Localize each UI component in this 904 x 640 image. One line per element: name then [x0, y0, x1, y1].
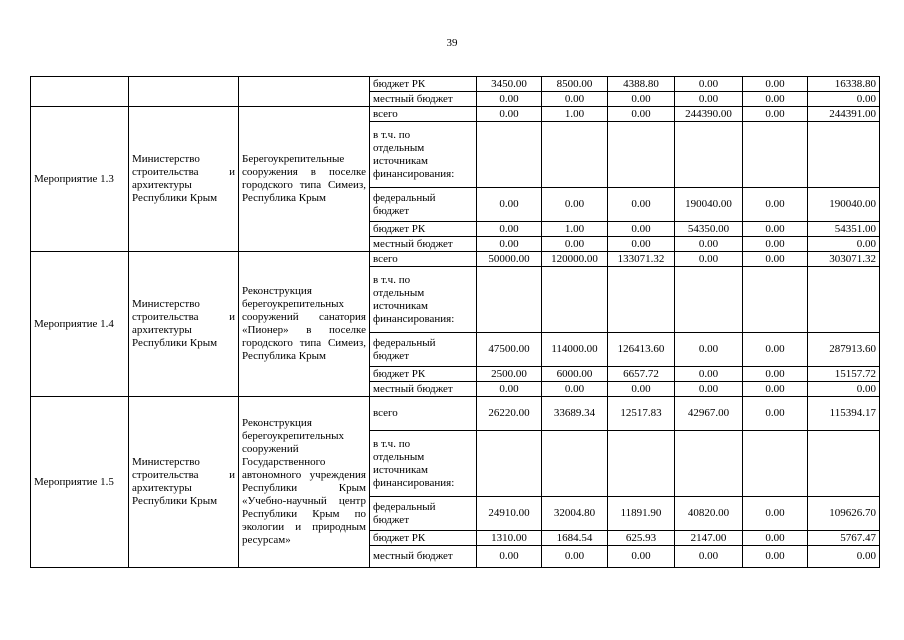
total-value-cell: 0.00	[808, 237, 880, 252]
funding-source-cell: бюджет РК	[370, 77, 477, 92]
value-cell: 625.93	[608, 531, 675, 546]
event-cell: Мероприятие 1.4	[31, 252, 129, 397]
value-cell: 0.00	[608, 92, 675, 107]
value-cell	[743, 122, 808, 188]
total-value-cell: 109626.70	[808, 497, 880, 531]
object-cell: Реконструкция берегоукрепительных сооружений Государственного автономного учреждения Республики Крым «Учебно-научный центр Республики Крым по экологии и природным ресурсам»	[239, 397, 370, 568]
funding-source-cell: местный бюджет	[370, 546, 477, 568]
table-row	[31, 397, 880, 431]
funding-source-cell: всего	[370, 252, 477, 267]
value-cell: 0.00	[477, 546, 542, 568]
value-cell: 8500.00	[542, 77, 608, 92]
value-cell	[477, 122, 542, 188]
value-cell: 0.00	[477, 92, 542, 107]
funding-source-cell: местный бюджет	[370, 237, 477, 252]
value-cell: 0.00	[743, 92, 808, 107]
value-cell: 0.00	[743, 397, 808, 431]
value-cell: 11891.90	[608, 497, 675, 531]
value-cell	[608, 431, 675, 497]
value-cell: 0.00	[743, 237, 808, 252]
value-cell	[608, 267, 675, 333]
value-cell: 0.00	[477, 188, 542, 222]
value-cell	[608, 122, 675, 188]
funding-source-cell: в т.ч. по отдельным источникам финансирования:	[370, 122, 477, 188]
value-cell: 0.00	[743, 546, 808, 568]
value-cell: 3450.00	[477, 77, 542, 92]
funding-source-cell: федеральный бюджет	[370, 497, 477, 531]
value-cell: 0.00	[675, 92, 743, 107]
ministry-cell	[129, 77, 239, 107]
value-cell: 0.00	[608, 107, 675, 122]
total-value-cell: 0.00	[808, 546, 880, 568]
value-cell	[477, 431, 542, 497]
value-cell	[675, 267, 743, 333]
value-cell: 120000.00	[542, 252, 608, 267]
funding-source-cell: бюджет РК	[370, 222, 477, 237]
funding-source-cell: в т.ч. по отдельным источникам финансирования:	[370, 431, 477, 497]
value-cell	[542, 267, 608, 333]
total-value-cell: 15157.72	[808, 367, 880, 382]
funding-source-cell: местный бюджет	[370, 382, 477, 397]
table-row	[31, 107, 880, 122]
total-value-cell: 287913.60	[808, 333, 880, 367]
object-cell: Реконструкция берегоукрепительных сооружений санатория «Пионер» в поселке городского типа Симеиз, Республика Крым	[239, 252, 370, 397]
value-cell: 0.00	[608, 382, 675, 397]
event-cell: Мероприятие 1.5	[31, 397, 129, 568]
value-cell: 1310.00	[477, 531, 542, 546]
value-cell: 0.00	[743, 382, 808, 397]
value-cell: 0.00	[542, 382, 608, 397]
table-row	[31, 252, 880, 267]
value-cell: 1.00	[542, 222, 608, 237]
value-cell: 6000.00	[542, 367, 608, 382]
value-cell: 0.00	[608, 222, 675, 237]
ministry-cell: Министерство строительства и архитектуры Республики Крым	[129, 397, 239, 568]
funding-source-cell: всего	[370, 107, 477, 122]
value-cell: 0.00	[743, 333, 808, 367]
value-cell	[675, 122, 743, 188]
value-cell: 54350.00	[675, 222, 743, 237]
value-cell: 4388.80	[608, 77, 675, 92]
ministry-cell: Министерство строительства и архитектуры Республики Крым	[129, 107, 239, 252]
value-cell: 2500.00	[477, 367, 542, 382]
event-cell	[31, 77, 129, 107]
value-cell: 33689.34	[542, 397, 608, 431]
funding-source-cell: всего	[370, 397, 477, 431]
value-cell: 0.00	[477, 107, 542, 122]
value-cell: 50000.00	[477, 252, 542, 267]
value-cell: 0.00	[675, 546, 743, 568]
total-value-cell: 5767.47	[808, 531, 880, 546]
value-cell: 0.00	[542, 546, 608, 568]
event-cell: Мероприятие 1.3	[31, 107, 129, 252]
funding-source-cell: в т.ч. по отдельным источникам финансирования:	[370, 267, 477, 333]
value-cell: 0.00	[477, 222, 542, 237]
value-cell: 24910.00	[477, 497, 542, 531]
total-value-cell	[808, 431, 880, 497]
value-cell: 190040.00	[675, 188, 743, 222]
value-cell: 32004.80	[542, 497, 608, 531]
budget-table	[30, 76, 880, 568]
value-cell: 0.00	[743, 252, 808, 267]
value-cell: 0.00	[675, 252, 743, 267]
value-cell: 26220.00	[477, 397, 542, 431]
value-cell: 0.00	[743, 107, 808, 122]
value-cell	[743, 267, 808, 333]
table-row	[31, 77, 880, 92]
funding-source-cell: федеральный бюджет	[370, 333, 477, 367]
value-cell: 1684.54	[542, 531, 608, 546]
object-cell: Берегоукрепительные сооружения в поселке городского типа Симеиз, Республика Крым	[239, 107, 370, 252]
total-value-cell: 303071.32	[808, 252, 880, 267]
value-cell: 0.00	[675, 333, 743, 367]
value-cell: 47500.00	[477, 333, 542, 367]
value-cell: 126413.60	[608, 333, 675, 367]
value-cell: 0.00	[608, 188, 675, 222]
funding-source-cell: федеральный бюджет	[370, 188, 477, 222]
value-cell: 2147.00	[675, 531, 743, 546]
value-cell: 0.00	[542, 237, 608, 252]
value-cell: 0.00	[477, 237, 542, 252]
value-cell: 0.00	[743, 531, 808, 546]
value-cell: 0.00	[542, 188, 608, 222]
value-cell: 0.00	[743, 222, 808, 237]
value-cell: 0.00	[743, 188, 808, 222]
value-cell: 0.00	[608, 237, 675, 252]
value-cell	[542, 431, 608, 497]
funding-source-cell: бюджет РК	[370, 367, 477, 382]
total-value-cell: 244391.00	[808, 107, 880, 122]
total-value-cell: 16338.80	[808, 77, 880, 92]
total-value-cell: 0.00	[808, 92, 880, 107]
value-cell: 1.00	[542, 107, 608, 122]
ministry-cell: Министерство строительства и архитектуры Республики Крым	[129, 252, 239, 397]
value-cell: 244390.00	[675, 107, 743, 122]
total-value-cell: 54351.00	[808, 222, 880, 237]
value-cell: 133071.32	[608, 252, 675, 267]
value-cell	[675, 431, 743, 497]
total-value-cell: 115394.17	[808, 397, 880, 431]
value-cell	[743, 431, 808, 497]
total-value-cell	[808, 122, 880, 188]
page-number: 39	[446, 37, 458, 49]
value-cell: 114000.00	[542, 333, 608, 367]
value-cell: 6657.72	[608, 367, 675, 382]
value-cell: 0.00	[675, 367, 743, 382]
value-cell: 0.00	[743, 497, 808, 531]
value-cell: 40820.00	[675, 497, 743, 531]
value-cell	[477, 267, 542, 333]
object-cell	[239, 77, 370, 107]
value-cell: 0.00	[743, 367, 808, 382]
value-cell: 0.00	[675, 77, 743, 92]
total-value-cell: 190040.00	[808, 188, 880, 222]
value-cell: 0.00	[542, 92, 608, 107]
value-cell: 0.00	[608, 546, 675, 568]
value-cell: 0.00	[743, 77, 808, 92]
value-cell: 42967.00	[675, 397, 743, 431]
value-cell: 0.00	[477, 382, 542, 397]
total-value-cell	[808, 267, 880, 333]
value-cell: 0.00	[675, 237, 743, 252]
funding-source-cell: бюджет РК	[370, 531, 477, 546]
value-cell	[542, 122, 608, 188]
value-cell: 12517.83	[608, 397, 675, 431]
value-cell: 0.00	[675, 382, 743, 397]
total-value-cell: 0.00	[808, 382, 880, 397]
funding-source-cell: местный бюджет	[370, 92, 477, 107]
